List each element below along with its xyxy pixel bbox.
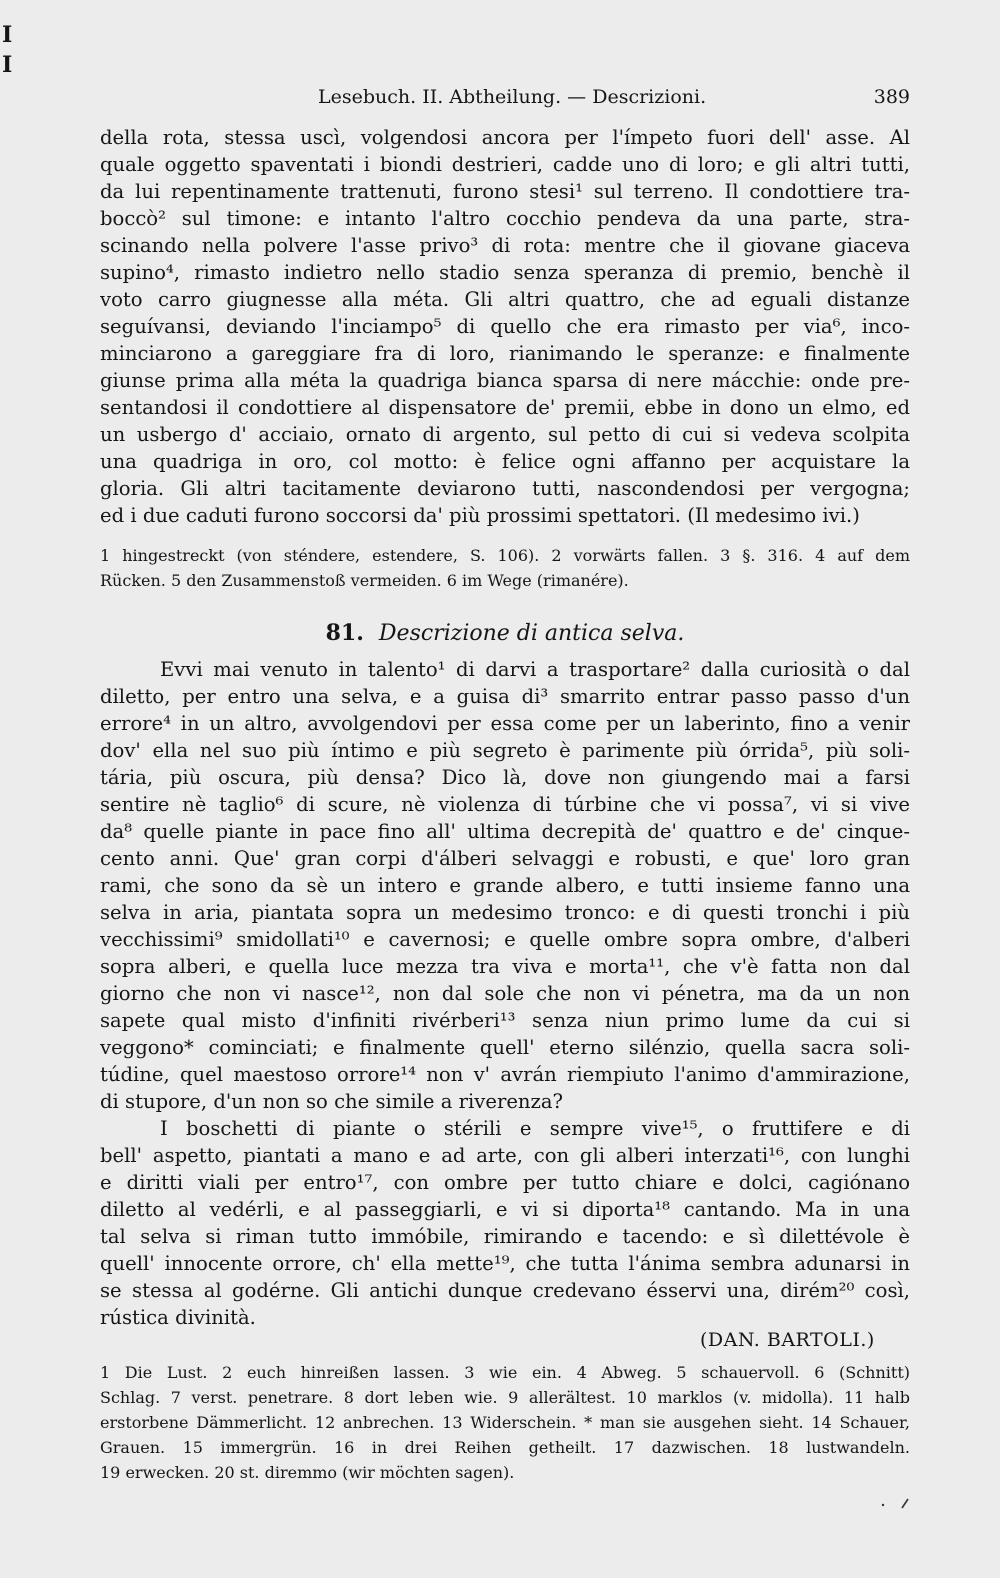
footnote-line: Schlag. 7 verst. penetrare. 8 dort leben wie. 9 allerältest. 10 marklos (v. midolla). 11 halb — [100, 1388, 910, 1407]
section-number: 81. — [325, 620, 364, 646]
text-line: sentandosi il condottiere al dispensatore de' premii, ebbe in dono un elmo, ed — [100, 396, 910, 419]
section-a-text — [100, 124, 910, 529]
text-line: da⁸ quelle piante in pace fino all' ultima decrepità de' quattro e de' cinque- — [100, 820, 910, 843]
text-line: I boschetti di piante o stérili e sempre vive¹⁵, o fruttifere e di — [160, 1117, 910, 1140]
text-line: supino⁴, rimasto indietro nello stadio senza speranza di premio, benchè il — [100, 261, 910, 284]
text-line: quale oggetto spaventati i biondi destrieri, cadde uno di loro; e gli altri tutti, — [100, 153, 910, 176]
text-line: un usbergo d' acciaio, ornato di argento, sul petto di cui si vedeva scolpita — [100, 423, 910, 446]
text-line: voto carro giugnesse alla méta. Gli altri quattro, che ad eguali distanze — [100, 288, 910, 311]
text-line: sentire nè taglio⁶ di scure, nè violenza di túrbine che vi possa⁷, vi si vive — [100, 793, 910, 816]
text-line: diletto al vedérli, e al passeggiarli, e vi si diporta¹⁸ cantando. Ma in una — [100, 1198, 910, 1221]
text-line: se stessa al godérne. Gli antichi dunque credevano ésservi una, dirém²⁰ così, — [100, 1279, 910, 1302]
text-line: una quadriga in oro, col motto: è felice ogni affanno per acquistare la — [100, 450, 910, 473]
text-line: cento anni. Que' gran corpi d'álberi selvaggi e robusti, e que' loro gran — [100, 847, 910, 870]
section-heading — [100, 620, 910, 652]
text-line: e diritti viali per entro¹⁷, con ombre per tutto chiare e dolci, cagiónano — [100, 1171, 910, 1194]
text-line: bell' aspetto, piantati a mano e ad arte, con gli alberi interzati¹⁶, con lunghi — [100, 1144, 910, 1167]
text-line: dov' ella nel suo più íntimo e più segreto è parimente più órrida⁵, più soli- — [100, 739, 910, 762]
text-line: tária, più oscura, più densa? Dico là, dove non giungendo mai a farsi — [100, 766, 910, 789]
footnote-line: 1 hingestreckt (von sténdere, estendere, S. 106). 2 vorwärts fallen. 3 §. 316. 4 auf dem — [100, 546, 910, 565]
footnote-line: 19 erwecken. 20 st. diremmo (wir möchten sagen). — [100, 1463, 515, 1482]
text-line: da lui repentinamente trattenuti, furono stesi¹ sul terreno. Il condottiere tra- — [100, 180, 910, 203]
text-line: scinando nella polvere l'asse privo³ di rota: mentre che il giovane giaceva — [100, 234, 910, 257]
text-line: di stupore, d'un non so che simile a riverenza? — [100, 1090, 564, 1113]
section-b-text — [100, 656, 910, 1331]
scan-mark-icon — [880, 1496, 910, 1510]
section-title: Descrizione di antica selva. — [378, 621, 685, 646]
text-line: túdine, quel maestoso orrore¹⁴ non v' avrán riempiuto l'animo d'ammirazione, — [100, 1063, 910, 1086]
text-line: tal selva si riman tutto immóbile, rimirando e tacendo: e sì dilettévole è — [100, 1225, 910, 1248]
margin-mark-bottom: I — [2, 52, 13, 78]
page-header — [100, 86, 910, 114]
text-line: diletto, per entro una selva, e a guisa di³ smarrito entrar passo passo d'un — [100, 685, 910, 708]
text-line: quell' innocente orrore, ch' ella mette¹⁹, che tutta l'ánima sembra adunarsi in — [100, 1252, 910, 1275]
text-line: rústica divinità. — [100, 1306, 256, 1329]
attribution: (DAN. BARTOLI.) — [700, 1329, 875, 1351]
text-line: sapete qual misto d'infiniti rivérberi¹³ senza niun primo lume da cui si — [100, 1009, 910, 1032]
footnote-line: 1 Die Lust. 2 euch hinreißen lassen. 3 wie ein. 4 Abweg. 5 schauervoll. 6 (Schnitt) — [100, 1363, 910, 1382]
text-line: giorno che non vi nasce¹², non dal sole che non vi pénetra, ma da un non — [100, 982, 910, 1005]
text-line: veggono* cominciati; e finalmente quell' eterno silénzio, quella sacra soli- — [100, 1036, 910, 1059]
text-line: minciarono a gareggiare fra di loro, rianimando le speranze: e finalmente — [100, 342, 910, 365]
footnote-line: Grauen. 15 immergrün. 16 in drei Reihen getheilt. 17 dazwischen. 18 lustwandeln. — [100, 1438, 910, 1457]
running-title: Lesebuch. II. Abtheilung. — Descrizioni. — [318, 86, 707, 108]
footnote-line: Rücken. 5 den Zusammenstoß vermeiden. 6 im Wege (rimanére). — [100, 571, 629, 590]
margin-mark-top: I — [2, 22, 13, 48]
text-line: selva in aria, piantata sopra un medesimo tronco: e di questi tronchi i più — [100, 901, 910, 924]
text-line: errore⁴ in un altro, avvolgendovi per essa come per un laberinto, fino a venir — [100, 712, 910, 735]
text-line: rami, che sono da sè un intero e grande albero, e tutti insieme fanno una — [100, 874, 910, 897]
text-line: ed i due caduti furono soccorsi da' più prossimi spettatori. (Il medesimo ivi.) — [100, 504, 860, 527]
text-line: seguívansi, deviando l'inciampo⁵ di quello che era rimasto per via⁶, inco- — [100, 315, 910, 338]
text-line: giunse prima alla méta la quadriga bianca sparsa di nere mácchie: onde pre- — [100, 369, 910, 392]
text-line: boccò² sul timone: e intanto l'altro cocchio pendeva da una parte, stra- — [100, 207, 910, 230]
section-b-footnotes — [100, 1360, 910, 1485]
text-line: gloria. Gli altri tacitamente deviarono tutti, nascondendosi per vergogna; — [100, 477, 910, 500]
text-line: della rota, stessa uscì, volgendosi ancora per l'ímpeto fuori dell' asse. Al — [100, 126, 910, 149]
stray-mark — [880, 1495, 910, 1514]
text-line: Evvi mai venuto in talento¹ di darvi a trasportare² dalla curiosità o dal — [160, 658, 910, 681]
page-number: 389 — [873, 86, 910, 108]
section-a-footnotes — [100, 543, 910, 593]
text-line: sopra alberi, e quella luce mezza tra viva e morta¹¹, che v'è fatta non dal — [100, 955, 910, 978]
footnote-line: erstorbene Dämmerlicht. 12 anbrechen. 13 Widerschein. * man sie ausgehen sieht. 14 Schauer, — [100, 1413, 910, 1432]
text-line: vecchissimi⁹ smidollati¹⁰ e cavernosi; e quelle ombre sopra ombre, d'alberi — [100, 928, 910, 951]
